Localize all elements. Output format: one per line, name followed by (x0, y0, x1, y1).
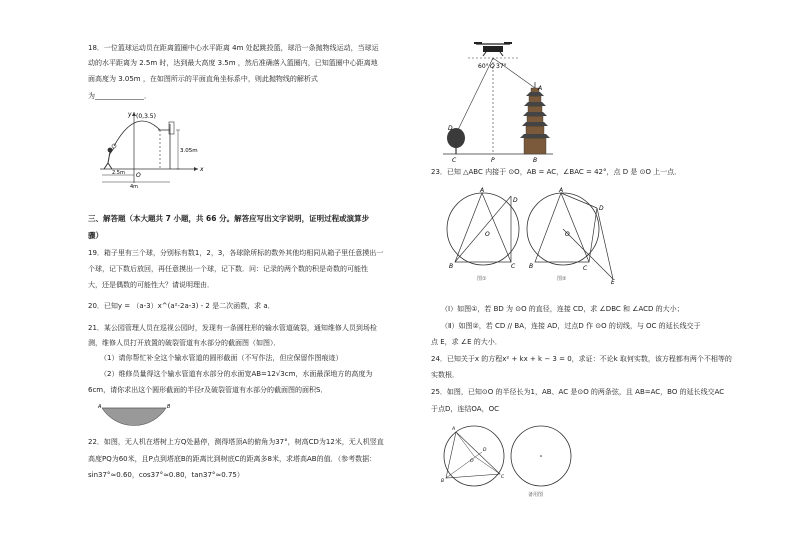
svg-text:O: O (565, 231, 570, 238)
q21-line1: 21．某公园管理人员在巡视公园时，发现有一条圆柱形的输水管道破裂，通知维修人员到场检 (88, 324, 377, 332)
svg-text:D: D (483, 448, 487, 453)
svg-text:E: E (611, 279, 615, 286)
svg-text:D: D (448, 125, 453, 132)
svg-text:O: O (136, 172, 141, 179)
angle-60-label: 60° (478, 63, 489, 70)
q21-line3: （1）请你帮忙补全这个输水管道的圆形截面（不写作法，但应保留作图痕迹） (100, 354, 343, 362)
svg-text:D: D (513, 197, 518, 204)
svg-text:C: C (583, 265, 588, 272)
q23-line2: （Ⅰ）如图①，若 BD 为 ⊙O 的直径，连接 CD，求 ∠DBC 和 ∠ACD 的大小； (441, 305, 684, 313)
q19-line2: 个球，记下数后放回，再任意摸出一个球，记下数．问：记录的两个数的积是奇数的可能性 (88, 265, 368, 273)
figure-2-caption: 图② (557, 276, 567, 282)
q22-line1: 22．如图，无人机在塔树上方Q处悬停，测得塔顶A的俯角为37°，树高CD为12米，无人机竖直 (88, 438, 384, 446)
angle-37-label: 37° (496, 63, 507, 70)
q18-line3: 面高度为 3.05m ，在如图所示的平面直角坐标系中，则此抛物线的解析式 (88, 75, 318, 83)
q24-line2: 实数根． (431, 371, 459, 379)
svg-text:B: B (449, 263, 454, 270)
q20-line1: 20．已知y = （a-3）x^(a²-2a-3) - 2 是二次函数，求 a． (88, 302, 275, 310)
q23-line4: 点 E，求 ∠E 的大小． (431, 338, 502, 346)
svg-text:A: A (538, 85, 543, 92)
svg-text:P: P (491, 157, 495, 164)
svg-text:O: O (470, 459, 474, 464)
q21-line4: （2）维修员量得这个输水管道有水部分的水面宽AB=12√3cm，水面最深地方的高度为 (100, 370, 373, 378)
q18-line1: 18．一位篮球运动员在距离篮圈中心水平距离 4m 处起跳投篮，球沿一条抛物线运动，当球运 (88, 44, 379, 52)
spare-figure-caption: 备用图 (528, 492, 544, 498)
q25-figure (440, 420, 510, 492)
q22-line3: sin37°≈0.60，cos37°≈0.80，tan37°≈0.75） (88, 471, 244, 479)
q25-spare-figure (506, 420, 576, 500)
svg-text:A: A (98, 404, 102, 410)
svg-text:C: C (452, 157, 457, 164)
q19-line1: 19．箱子里有三个球，分别标有数1，2，3，各球除所标的数外其他均相同从箱子里任意摸出一 (88, 249, 384, 257)
section-3-heading-cont: 骤） (88, 231, 103, 240)
svg-text:C: C (511, 263, 516, 270)
q23-line3: （Ⅱ）如图②，若 CD // BA，连接 AD，过点D 作 ⊙O 的切线，与 OC 的延长线交于 (441, 322, 701, 330)
svg-text:C: C (501, 475, 505, 480)
q23-figure-1 (445, 184, 525, 284)
q18-line4: 为______________． (88, 92, 151, 100)
svg-text:Q: Q (490, 63, 495, 70)
svg-text:B: B (533, 157, 538, 164)
section-3-heading: 三、解答题（本大题共 7 小题，共 66 分。解答应写出文字说明，证明过程或演算步 (88, 214, 370, 223)
svg-text:2.5m: 2.5m (112, 170, 125, 176)
q21-line2: 测，维修人员打开放置的破裂管道有水部分的截面图（如图）． (88, 339, 281, 347)
svg-text:y: y (128, 111, 132, 118)
svg-text:B: B (529, 263, 534, 270)
svg-text:A: A (559, 187, 564, 194)
svg-text:3.05m: 3.05m (180, 148, 198, 154)
q19-line3: 大，还是偶数的可能性大？请说明理由． (88, 281, 214, 289)
q22-line2: 高度PQ为60米，且P点到塔底B的距离比到树底C的距离多8米，求塔高AB的值．（参考数据： (88, 455, 377, 463)
q18-figure (100, 108, 210, 193)
q21-pipe-figure (98, 404, 173, 429)
q22-figure (438, 38, 568, 166)
q23-figure-2 (523, 184, 618, 284)
svg-text:x: x (200, 166, 204, 173)
q21-line5: 6cm，请你求出这个圆形截面的半径r及破裂管道有水部分的截面图的面积S． (88, 386, 328, 394)
q25-line1: 25．如图，已知⊙O 的半径长为1，AB、AC 是⊙O 的两条弦，且 AB=AC，BO 的延长线交AC (431, 388, 725, 396)
figure-1-caption: 图① (477, 276, 487, 282)
svg-text:B: B (441, 479, 445, 484)
svg-text:D: D (599, 205, 604, 212)
q18-point-label: (0,3.5) (136, 113, 156, 120)
svg-text:A: A (452, 427, 456, 432)
q23-line1: 23．已知 △ABC 内接于 ⊙O，AB = AC，∠BAC = 42°，点 D 是 ⊙O 上一点． (431, 168, 682, 176)
q24-line1: 24．已知关于x 的方程x² + kx + k − 3 = 0，求证：不论k 取何实数，该方程都有两个不相等的 (431, 355, 732, 363)
q25-line2: 于点D，连结OA，OC (431, 405, 499, 413)
svg-text:B: B (167, 404, 171, 410)
svg-text:4m: 4m (130, 184, 139, 190)
svg-text:A: A (480, 187, 485, 194)
svg-text:O: O (485, 231, 490, 238)
q18-line2: 动的水平距离为 2.5m 时，达到最大高度 3.5m ，然后准确落入篮圈内，已知篮圈中心距离地 (88, 59, 378, 67)
